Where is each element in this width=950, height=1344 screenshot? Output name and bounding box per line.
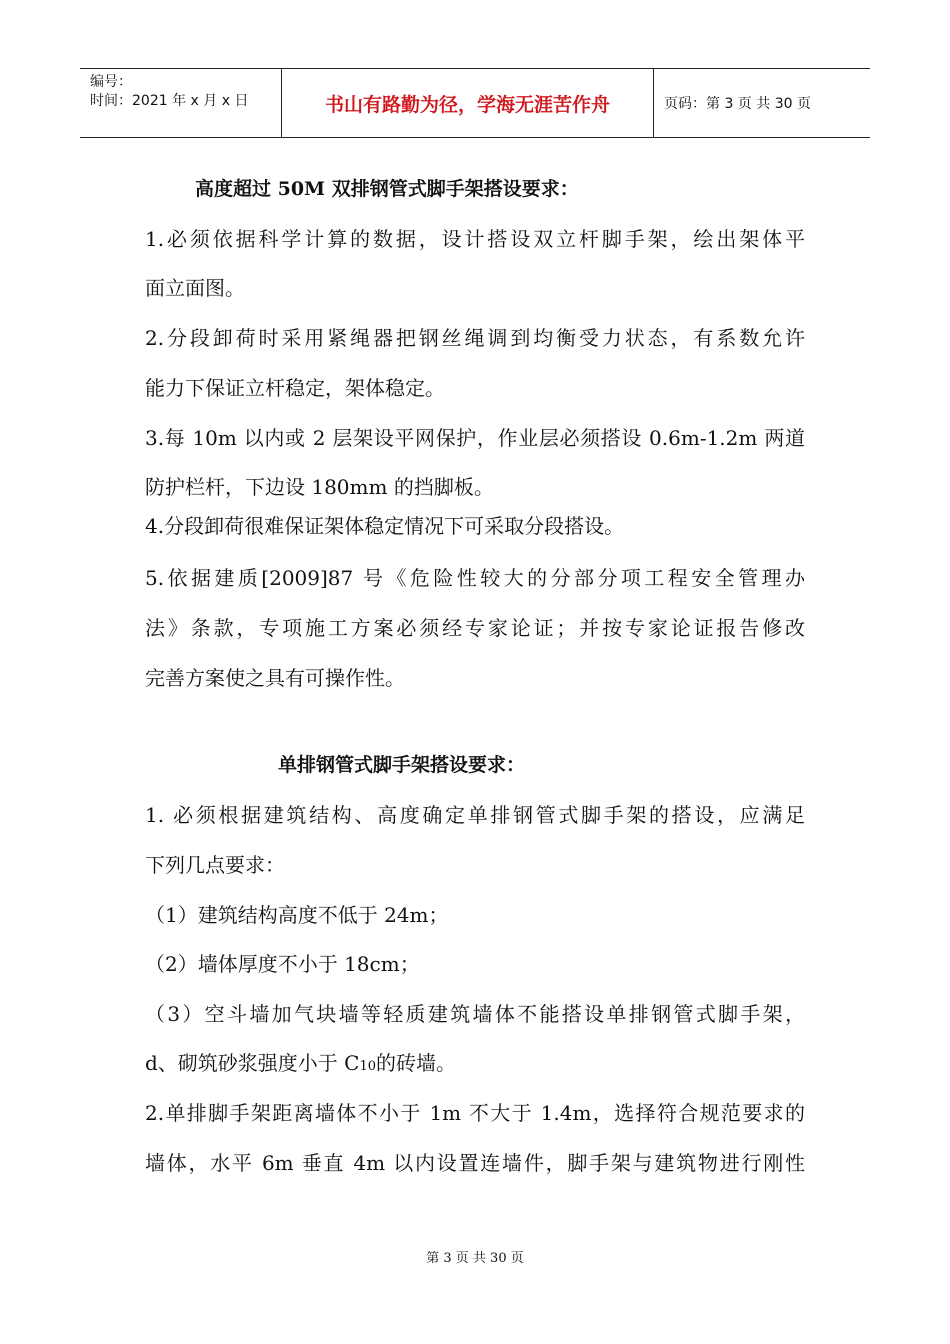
section2-line: 2.单排脚手架距离墙体不小于 1m 不大于 1.4m，选择符合规范要求的	[145, 1101, 805, 1125]
section2-line: 下列几点要求：	[145, 853, 285, 877]
page-footer: 第 3 页 共 30 页	[426, 1251, 524, 1266]
section2-line: （1）建筑结构高度不低于 24m；	[145, 903, 449, 927]
document-header	[80, 68, 870, 138]
section1-line: 3.每 10m 以内或 2 层架设平网保护，作业层必须搭设 0.6m-1.2m 两道	[145, 426, 805, 450]
time-label: 时间：2021 年 x 月 x 日	[90, 93, 249, 109]
section1-heading: 高度超过 50M 双排钢管式脚手架搭设要求：	[195, 178, 579, 200]
section2-line: 1. 必须根据建筑结构、高度确定单排钢管式脚手架的搭设，应满足	[145, 803, 805, 827]
section1-line: 5.依据建质[2009]87 号《危险性较大的分部分项工程安全管理办	[145, 566, 805, 590]
section2-text: d、砌筑砂浆强度小于 C	[145, 1051, 360, 1075]
header-page-info: 页码：第 3 页 共 30 页	[664, 96, 811, 112]
section2-text: 的砖墙。	[376, 1051, 457, 1075]
section2-line: （3）空斗墙加气块墙等轻质建筑墙体不能搭设单排钢管式脚手架，	[145, 1002, 805, 1026]
serial-label: 编号：	[90, 74, 132, 90]
section2-subscript: 10	[359, 1059, 377, 1074]
section1-line: 面立面图。	[145, 276, 245, 300]
section1-line: 2.分段卸荷时采用紧绳器把钢丝绳调到均衡受力状态，有系数允许	[145, 326, 805, 350]
section1-line: 完善方案使之具有可操作性。	[145, 666, 405, 690]
section1-line: 法》条款，专项施工方案必须经专家论证；并按专家论证报告修改	[145, 616, 805, 640]
section2-heading: 单排钢管式脚手架搭设要求：	[278, 754, 526, 776]
section1-line: 4.分段卸荷很难保证架体稳定情况下可采取分段搭设。	[145, 514, 625, 538]
section1-line: 能力下保证立杆稳定，架体稳定。	[145, 376, 445, 400]
section2-line	[145, 1047, 456, 1076]
section1-line: 防护栏杆，下边设 180mm 的挡脚板。	[145, 475, 494, 499]
header-meta	[80, 69, 282, 137]
header-motto: 书山有路勤为径，学海无涯苦作舟	[282, 69, 654, 137]
section2-line: 墙体，水平 6m 垂直 4m 以内设置连墙件，脚手架与建筑物进行刚性	[145, 1151, 805, 1175]
section1-line: 1.必须依据科学计算的数据，设计搭设双立杆脚手架，绘出架体平	[145, 227, 805, 251]
section2-line: （2）墙体厚度不小于 18cm；	[145, 952, 420, 976]
